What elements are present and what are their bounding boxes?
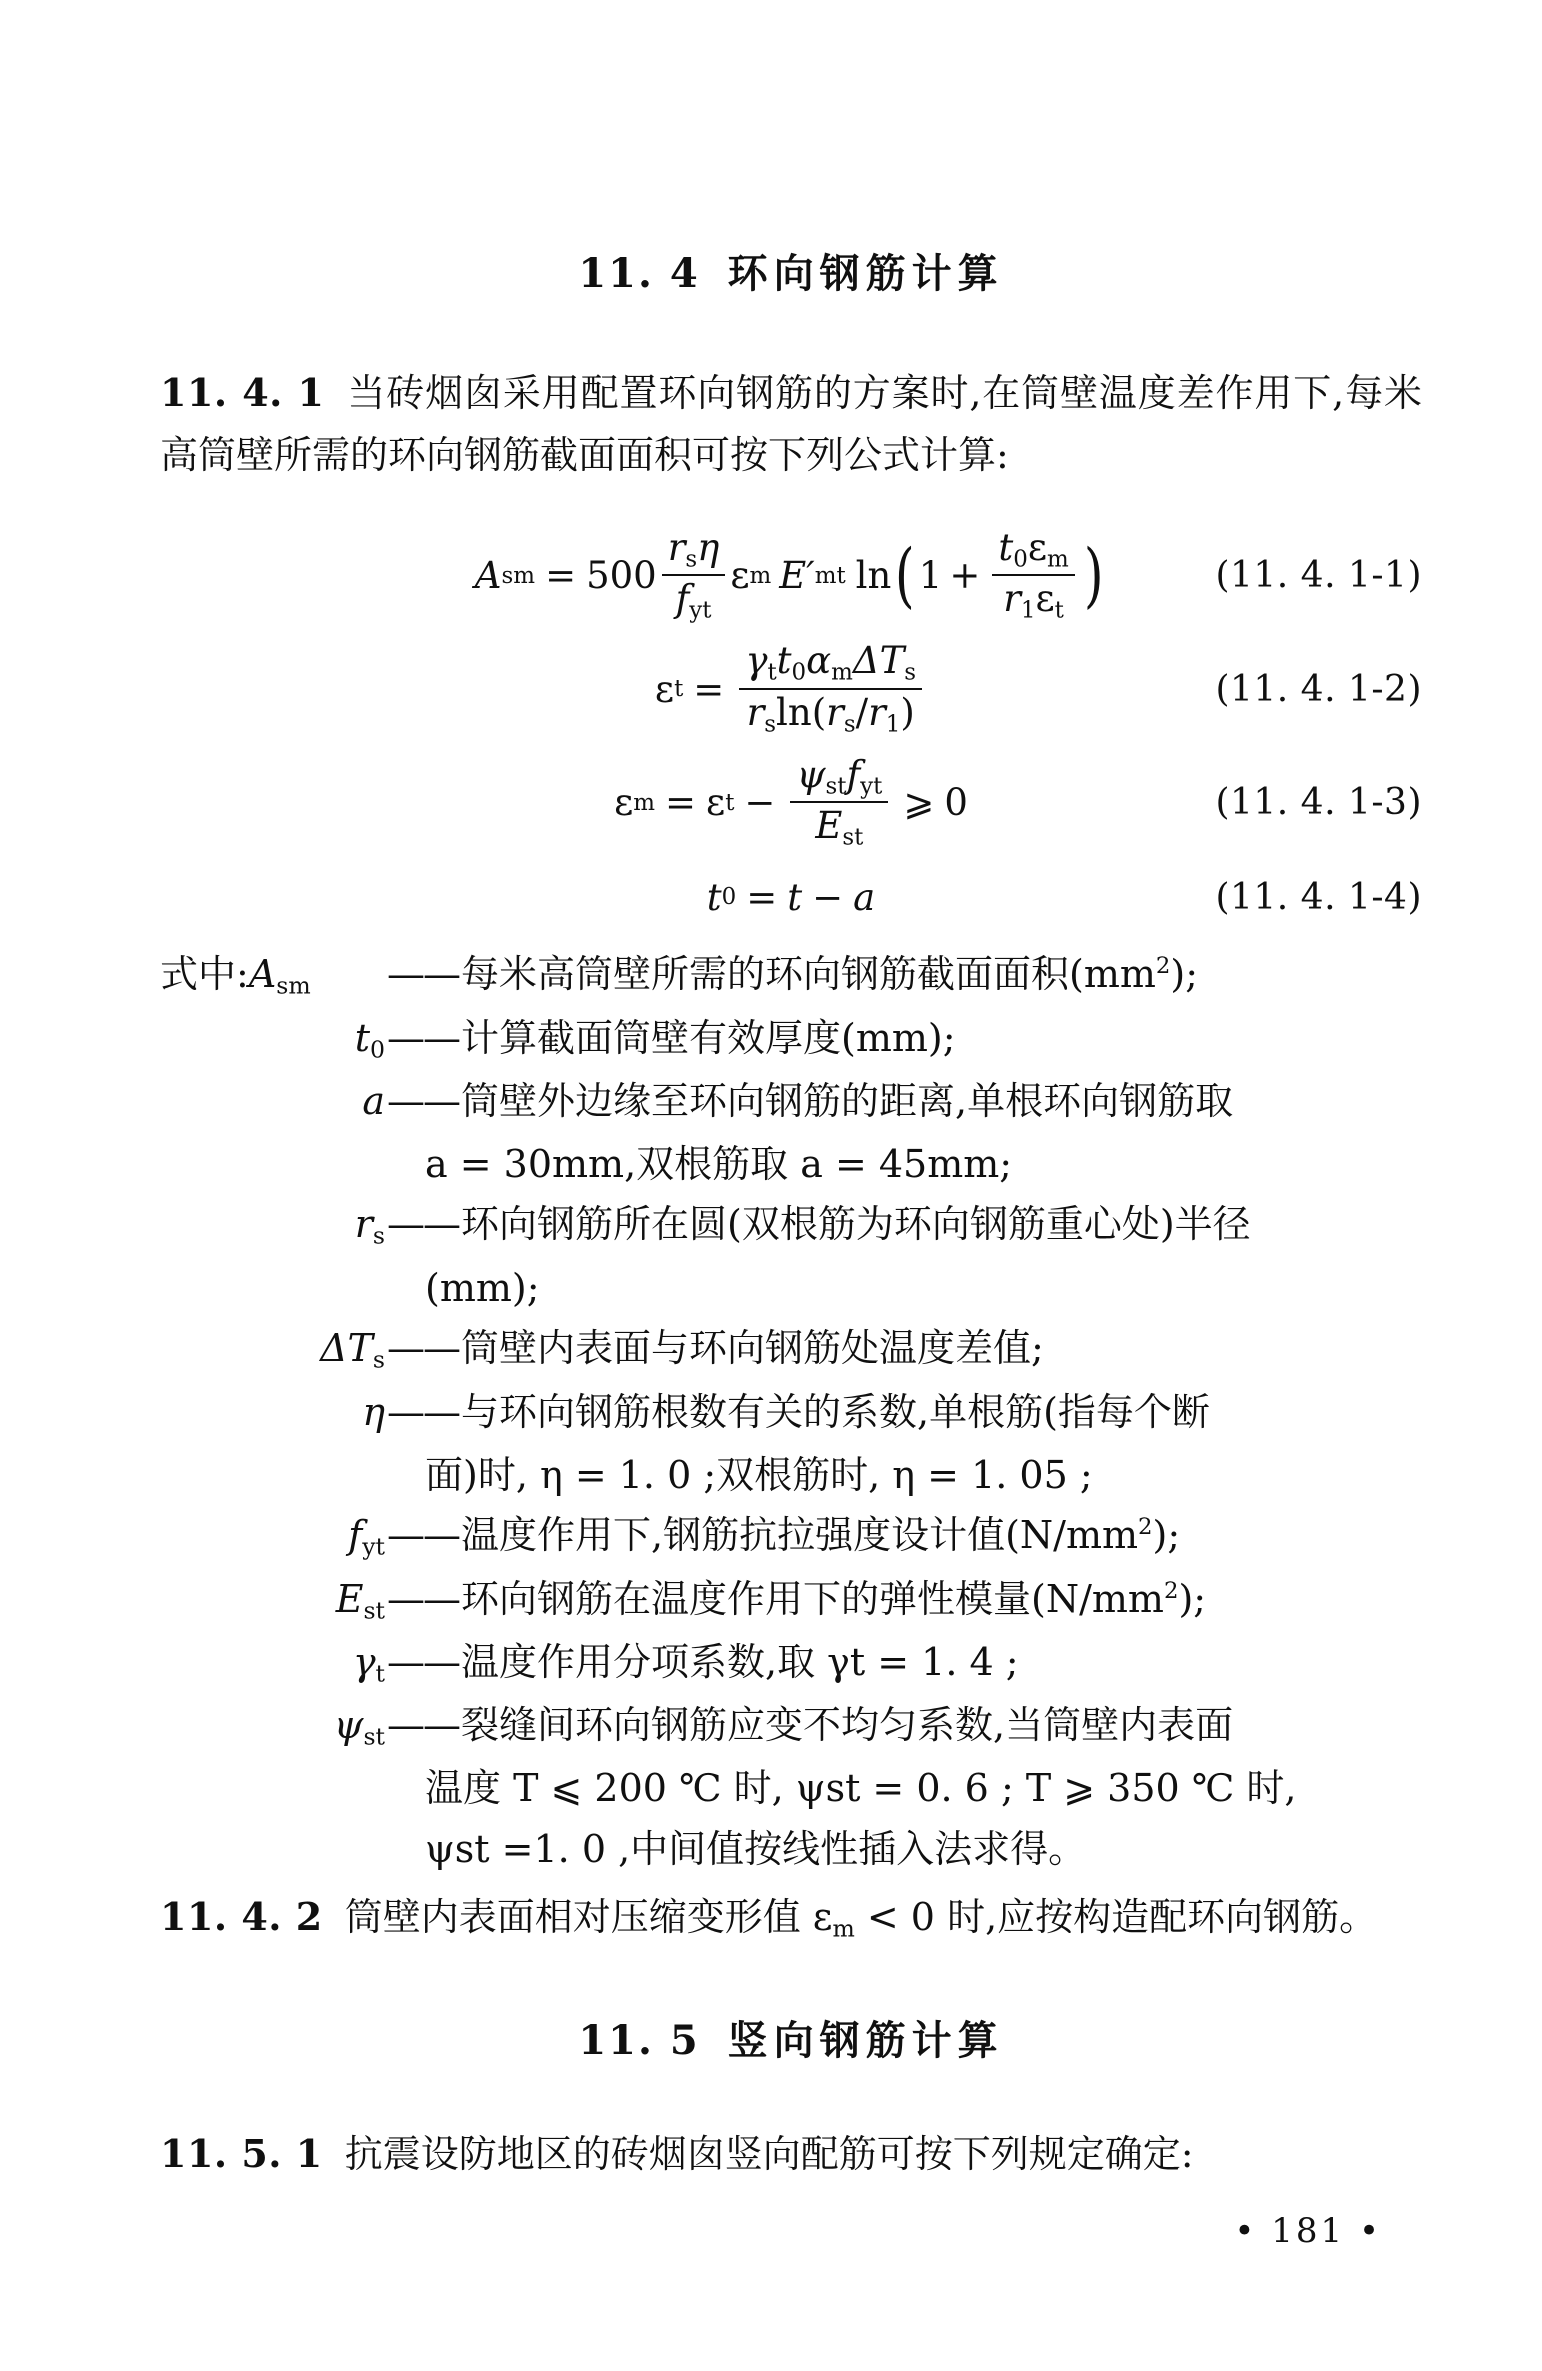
formula4-lhs: t: [706, 875, 722, 919]
formula2-r: r: [746, 690, 765, 734]
definition-dash: ——: [387, 1513, 459, 1558]
symbol-deltaTs: ΔT: [320, 1326, 373, 1371]
formula1-frac2-epst-sub: t: [1054, 597, 1064, 624]
definition-dash: ——: [387, 952, 459, 997]
definition-text-rs: 环向钢筋所在圆(双根筋为环向钢筋重心处)半径: [461, 1202, 1251, 1247]
definition-text-fyt-main: 温度作用下,钢筋抗拉强度设计值(N/mm: [461, 1513, 1139, 1558]
formula3-lhs: ε: [614, 781, 634, 825]
symbol-fyt: f: [348, 1513, 363, 1558]
definition-text-Est-tail: );: [1178, 1576, 1207, 1621]
symbol-group-rs: [160, 1194, 385, 1255]
section-heading-11-5: [160, 2017, 1422, 2065]
symbol-gammat-sub: t: [375, 1659, 385, 1688]
formula2-r3: r: [868, 690, 886, 734]
formula1-plus: +: [949, 554, 981, 598]
formula1-frac2-t: t: [998, 526, 1014, 570]
definition-dash: ——: [387, 1576, 459, 1621]
formula-11-4-1-1-tag: (11. 4. 1-1): [1215, 555, 1422, 597]
formula1-Eprime-sub: mt: [814, 562, 846, 589]
formula3-rhs-eps: ε: [706, 781, 726, 825]
formula3-minus: −: [744, 781, 776, 825]
page-number: • 181 •: [1234, 2211, 1382, 2251]
formula-11-4-1-3-tag: (11. 4. 1-3): [1215, 782, 1422, 824]
symbol-definition-list: [160, 944, 1422, 1880]
formula3-denominator: [809, 803, 869, 850]
symbol-gammat: γ: [352, 1639, 376, 1684]
formula1-frac2-t-sub: 0: [1013, 546, 1028, 573]
clause-number-11-4-1: 11. 4. 1: [160, 370, 325, 415]
formula-11-4-1-2-tag: (11. 4. 1-2): [1215, 668, 1422, 710]
symbol-eta: η: [362, 1389, 385, 1434]
formula4-lhs-sub: 0: [721, 884, 737, 911]
definition-cont-eta: 面)时, η = 1. 0 ;双根筋时, η = 1. 05 ;: [425, 1452, 1093, 1497]
formula1-paren-group: [891, 528, 1107, 623]
formula3-f-sub: yt: [860, 773, 883, 800]
definition-dash: ——: [387, 1078, 459, 1123]
formula2-alpha-sub: m: [831, 659, 853, 686]
formula2-t: t: [776, 639, 792, 683]
formula1-frac2-eps-sub: m: [1046, 546, 1069, 573]
definition-text-Asm: [461, 944, 1422, 1005]
formula4-equals: =: [746, 875, 778, 919]
symbol-Est-sub: st: [363, 1596, 385, 1625]
definition-text-Asm-sup: 2: [1155, 953, 1171, 980]
definition-text-deltaTs: 筒壁内表面与环向钢筋处温度差值;: [461, 1326, 1044, 1371]
formula3-rhs-eps-sub: t: [725, 789, 735, 816]
formula1-frac1-r-sub: s: [685, 546, 698, 573]
section-number: 11. 5: [578, 2016, 700, 2064]
definition-lead-group: [160, 944, 385, 1005]
definition-text-t0: 计算截面筒壁有效厚度(mm);: [461, 1015, 956, 1060]
clause-11-4-2-paragraph: [160, 1886, 1422, 1949]
definition-item-Asm: [160, 944, 1422, 1005]
formula4-t: t: [787, 875, 803, 919]
symbol-Asm-sub: sm: [276, 971, 311, 1000]
formula1-frac2-epst: ε: [1035, 577, 1055, 621]
formula1-ln: ln: [855, 554, 892, 598]
definition-text-psist: 裂缝间环向钢筋应变不均匀系数,当筒壁内表面: [461, 1703, 1234, 1748]
formula1-epsilon: ε: [730, 554, 750, 598]
clause-11-4-2-line1: 筒壁内表面相对压缩变形值 ε: [344, 1895, 833, 1940]
symbol-group-eta: [160, 1382, 385, 1443]
symbol-t0: t: [354, 1015, 371, 1060]
formula1-frac2-numerator: [992, 528, 1074, 576]
definition-item-t0: [160, 1008, 1422, 1069]
formula-11-4-1-1: [160, 528, 1422, 623]
definition-text-fyt: [461, 1505, 1422, 1566]
clause-number-11-4-2: 11. 4. 2: [160, 1894, 323, 1940]
formula2-fraction: [739, 641, 922, 736]
formula4-minus: −: [812, 875, 844, 919]
clause-11-4-2-line3: 钢筋。: [1263, 1895, 1378, 1940]
formula2-equals: =: [693, 667, 725, 711]
definition-dash: ——: [387, 1015, 459, 1060]
formula1-frac1-numerator: [662, 528, 726, 576]
formula2-lhs-sub: t: [674, 676, 684, 703]
definition-cont-a: a = 30mm,双根筋取 a = 45mm;: [425, 1141, 1013, 1186]
formula2-close-paren: ): [900, 690, 915, 734]
definition-dash: ——: [387, 1202, 459, 1247]
formula-11-4-1-4-tag: (11. 4. 1-4): [1215, 876, 1422, 918]
formula2-deltaT: ΔT: [852, 639, 905, 683]
symbol-fyt-sub: yt: [362, 1532, 385, 1561]
formula2-t-sub: 0: [791, 659, 807, 686]
definition-text-fyt-sup: 2: [1138, 1514, 1153, 1541]
definition-item-Est: [160, 1569, 1422, 1630]
definition-item-fyt: [160, 1505, 1422, 1566]
definition-item-gammat: [160, 1632, 1422, 1693]
formula3-equals: =: [665, 781, 697, 825]
symbol-group-gammat: [160, 1632, 385, 1693]
formula2-r2: r: [826, 690, 844, 734]
symbol-group-deltaTs: [160, 1318, 385, 1379]
symbol-group-fyt: [160, 1505, 385, 1566]
formula1-fraction-1: [662, 528, 726, 623]
symbol-Asm: A: [248, 952, 277, 997]
formula1-fraction-2: [992, 528, 1074, 623]
clause-11-4-2-line2: < 0 时,应按构造配环向: [854, 1895, 1264, 1940]
left-paren-icon: (: [895, 533, 915, 616]
formula1-frac1-r: r: [667, 526, 686, 570]
symbol-group-Est: [160, 1569, 385, 1630]
formula2-r3-sub: 1: [885, 711, 901, 738]
formula2-lhs: ε: [654, 667, 675, 711]
formula1-frac2-eps: ε: [1027, 526, 1047, 570]
clause-11-4-1-line2: 用下,每米高筒壁所需的环向钢筋截面面积可按下列公式计算:: [160, 371, 1422, 477]
right-paren-icon: ): [1083, 533, 1104, 616]
clause-11-4-2-sub: m: [832, 1914, 855, 1943]
formula3-numerator: [790, 752, 888, 803]
symbol-group-t0: [160, 1008, 385, 1069]
symbol-group-a: [160, 1071, 385, 1132]
formula2-alpha: α: [806, 639, 832, 683]
formula2-r2-sub: s: [843, 711, 856, 738]
formula1-frac2-denominator: [997, 576, 1070, 623]
formula3-ge: ⩾: [903, 781, 935, 825]
formula3-psi-sub: st: [825, 773, 847, 800]
symbol-psist: ψ: [333, 1703, 364, 1748]
symbol-Est: E: [335, 1576, 364, 1621]
clause-11-5-1-text: 抗震设防地区的砖烟囱竖向配筋可按下列规定确定:: [344, 2131, 1194, 2176]
formula3-lhs-sub: m: [633, 789, 656, 816]
formula3-zero: 0: [944, 781, 968, 825]
definition-cont-psist-2: ψst =1. 0 ,中间值按线性插入法求得。: [425, 1827, 1087, 1872]
definition-item-a: [160, 1071, 1422, 1132]
definition-text-Est-main: 环向钢筋在温度作用下的弹性模量(N/mm: [461, 1576, 1164, 1621]
formula2-r-sub: s: [764, 711, 777, 738]
formula1-frac1-denominator: [670, 576, 718, 623]
clause-11-4-1-paragraph: [160, 362, 1422, 486]
formula1-coefficient: 500: [586, 554, 657, 598]
formula1-frac2-r: r: [1003, 577, 1021, 621]
formula1-frac1-eta: η: [697, 526, 720, 570]
formula2-gamma-sub: t: [767, 659, 777, 686]
formula1-equals: =: [545, 554, 577, 598]
definition-text-gammat: 温度作用分项系数,取 γt = 1. 4 ;: [461, 1639, 1019, 1684]
formula1-Eprime: E′: [779, 554, 815, 598]
formula3-fraction: [790, 752, 888, 851]
symbol-psist-sub: st: [363, 1722, 385, 1751]
formula3-f: f: [846, 752, 861, 796]
formula1-lhs: A: [474, 554, 502, 598]
formula-11-4-1-2: [160, 641, 1422, 736]
formula3-E: E: [815, 804, 843, 848]
formula3-psi: ψ: [796, 752, 826, 796]
definition-item-rs: [160, 1194, 1422, 1255]
clause-number-11-5-1: 11. 5. 1: [160, 2130, 323, 2176]
definition-lead: 式中:: [160, 952, 249, 997]
formula3-E-sub: st: [842, 824, 864, 851]
definition-dash: ——: [387, 1389, 459, 1434]
definition-dash: ——: [387, 1639, 459, 1684]
formula2-ln-open: ln(: [776, 690, 827, 734]
symbol-group-psist: [160, 1695, 385, 1756]
clause-11-5-1-paragraph: [160, 2123, 1422, 2186]
formula2-slash: /: [855, 690, 869, 734]
definition-item-psist: [160, 1695, 1422, 1756]
formula1-one: 1: [918, 554, 943, 598]
definition-cont-rs: (mm);: [425, 1265, 540, 1310]
definition-text-fyt-tail: );: [1152, 1513, 1181, 1558]
definition-text-Asm-tail: );: [1170, 952, 1199, 997]
definition-item-eta: [160, 1382, 1422, 1443]
section-title: 环向钢筋计算: [727, 250, 1004, 297]
formula-11-4-1-3: [160, 752, 1422, 851]
symbol-t0-sub: 0: [370, 1035, 385, 1064]
formula1-frac1-f: f: [675, 577, 690, 621]
formula-11-4-1-4: [160, 868, 1422, 926]
formula4-a: a: [853, 875, 876, 919]
formula2-numerator: [739, 641, 922, 689]
formula2-deltaT-sub: s: [904, 659, 917, 686]
section-number: 11. 4: [578, 250, 700, 297]
section-title: 竖向钢筋计算: [727, 2016, 1004, 2064]
definition-item-deltaTs: [160, 1318, 1422, 1379]
symbol-rs: r: [354, 1202, 373, 1247]
symbol-deltaTs-sub: s: [372, 1346, 385, 1375]
definition-cont-psist-1: 温度 T ⩽ 200 ℃ 时, ψst = 0. 6 ; T ⩾ 350 ℃ 时,: [425, 1766, 1297, 1811]
formula1-lhs-sub: sm: [501, 562, 536, 589]
formula1-epsilon-sub: m: [749, 562, 772, 589]
formula2-denominator: [741, 690, 921, 737]
symbol-rs-sub: s: [372, 1221, 385, 1250]
definition-dash: ——: [387, 1326, 459, 1371]
formula1-frac2-r-sub: 1: [1020, 597, 1036, 624]
symbol-a: a: [362, 1078, 385, 1123]
definition-text-Est-sup: 2: [1163, 1577, 1179, 1604]
definition-text-eta: 与环向钢筋根数有关的系数,单根筋(指每个断: [461, 1389, 1210, 1434]
formula2-gamma: γ: [745, 639, 768, 683]
definition-dash: ——: [387, 1703, 459, 1748]
definition-text-Asm-main: 每米高筒壁所需的环向钢筋截面面积(mm: [461, 952, 1156, 997]
definition-text-Est: [461, 1569, 1422, 1630]
clause-11-4-1-line1: 当砖烟囱采用配置环向钢筋的方案时,在筒壁温度差作: [346, 371, 1255, 415]
section-heading-11-4: [160, 250, 1422, 298]
definition-text-a: 筒壁外边缘至环向钢筋的距离,单根环向钢筋取: [461, 1078, 1234, 1123]
formula1-frac1-f-sub: yt: [689, 597, 712, 624]
